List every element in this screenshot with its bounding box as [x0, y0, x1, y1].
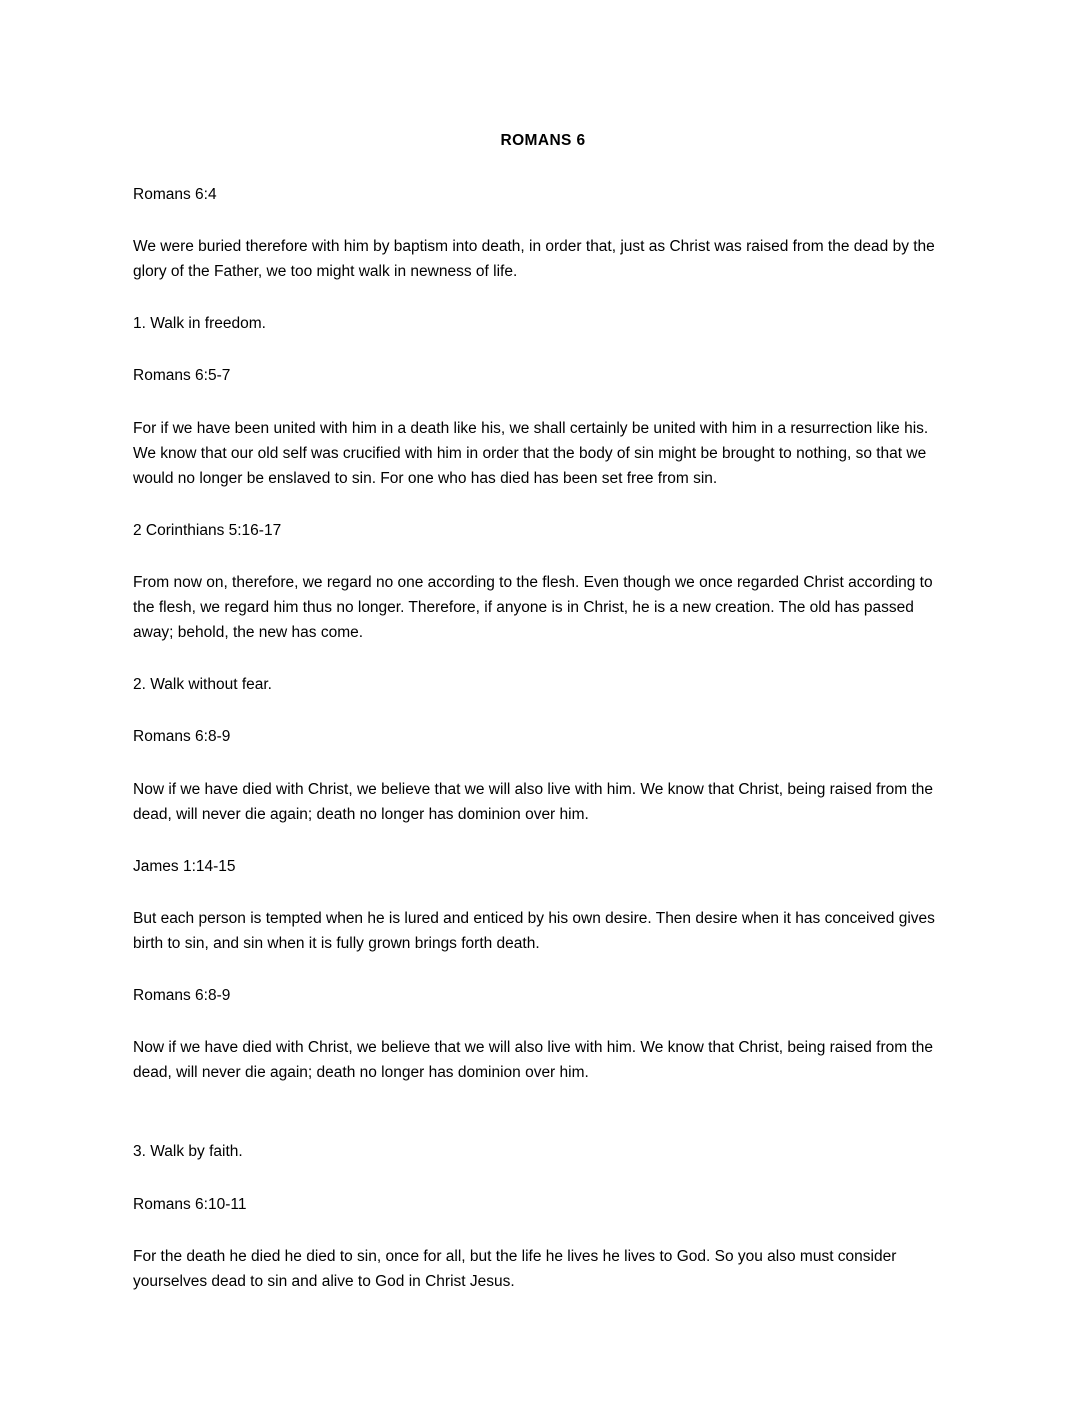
- page-title: ROMANS 6: [500, 132, 586, 149]
- reference-2-corinthians-5-16-17: 2 Corinthians 5:16-17: [133, 521, 282, 539]
- passage-romans-6-5-7: For if we have been united with him in a death like his, we shall certainly be united with him in a resurrection like his. We know that our old self was crucified with him in order that the body of sin might be brought to nothing, so that we would no longer be enslaved to sin. For one who has died has been set free from sin.: [133, 419, 929, 487]
- passage-2-corinthians-5-16-17: From now on, therefore, we regard no one according to the flesh. Even though we once regarded Christ according to the flesh, we regard him thus no longer. Therefore, if anyone is in Christ, he is a new creation. The old has passed away; behold, the new has come.: [133, 573, 933, 642]
- reference-james-1-14-15: James 1:14-15: [133, 857, 236, 875]
- point-1: 1. Walk in freedom.: [133, 315, 266, 333]
- passage-james-1-14-15: But each person is tempted when he is lured and enticed by his own desire. Then desire when it has conceived gives birth to sin, and sin when it is fully grown brings forth death.: [133, 909, 935, 952]
- document-body: [133, 182, 953, 1294]
- reference-romans-6-8-9-first: Romans 6:8-9: [133, 728, 231, 746]
- passage-romans-6-10-11: For the death he died he died to sin, once for all, but the life he lives he lives to God. So you also must consider yourselves dead to sin and alive to God in Christ Jesus.: [133, 1247, 897, 1290]
- passage-romans-6-8-9-first: Now if we have died with Christ, we believe that we will also live with him. We know that Christ, being raised from the dead, will never die again; death no longer has dominion over him.: [133, 780, 934, 823]
- passage-romans-6-8-9-second: Now if we have died with Christ, we believe that we will also live with him. We know that Christ, being raised from the dead, will never die again; death no longer has dominion over him.: [133, 1039, 934, 1082]
- point-3: 3. Walk by faith.: [133, 1143, 243, 1161]
- reference-romans-6-4: Romans 6:4: [133, 186, 217, 203]
- reference-romans-6-5-7: Romans 6:5-7: [133, 367, 231, 385]
- reference-romans-6-8-9-second: Romans 6:8-9: [133, 987, 231, 1005]
- reference-romans-6-10-11: Romans 6:10-11: [133, 1195, 247, 1213]
- point-2: 2. Walk without fear.: [133, 676, 272, 694]
- passage-romans-6-4: We were buried therefore with him by baptism into death, in order that, just as Christ was raised from the dead by the glory of the Father, we too might walk in newness of life.: [133, 238, 935, 281]
